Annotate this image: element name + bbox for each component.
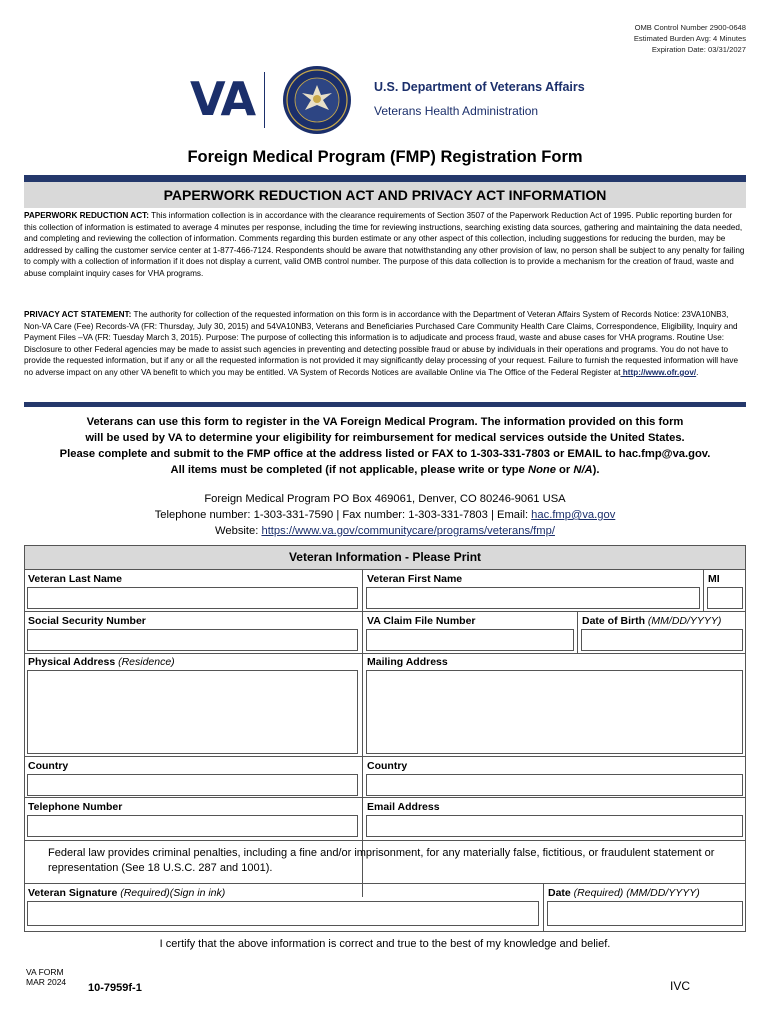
divider <box>25 569 745 570</box>
privacy-paragraph <box>24 309 746 379</box>
form-id <box>26 967 66 987</box>
form-date: MAR 2024 <box>26 977 67 987</box>
date-label <box>548 887 700 899</box>
website-line <box>24 523 746 539</box>
omb-info <box>634 22 746 55</box>
divider <box>25 883 745 884</box>
physical-address-hint: (Residence) <box>115 656 175 668</box>
signature-label-text: Veteran Signature <box>28 887 118 899</box>
divider <box>25 611 745 612</box>
mailing-address: Foreign Medical Program PO Box 469061, Denver, CO 80246-9061 USA <box>204 493 566 505</box>
section-rule <box>24 402 746 407</box>
form-number: 10-7959f-1 <box>88 982 142 994</box>
pra-paragraph <box>24 210 746 280</box>
physical-address-input[interactable] <box>27 670 358 754</box>
dob-hint: (MM/DD/YYYY) <box>645 615 722 627</box>
phone-fax: Telephone number: 1-303-331-7590 | Fax number: 1-303-331-7803 | Email: <box>154 509 532 521</box>
instructions-line-3: Please complete and submit to the FMP office at the address listed or FAX to 1-303-331-7803 or EMAIL to hac.fmp@va.gov. <box>59 448 711 460</box>
certification-statement: I certify that the above information is correct and true to the best of my knowledge and belief. <box>159 938 611 950</box>
penalty-warning: Federal law provides criminal penalties, including a fine and/or imprisonment, for any materially false, fictitious, or fraudulent statement or representation (See 18 U.S.C. 287 and 1001). <box>48 847 715 874</box>
signature-hint: (Required)(Sign in ink) <box>117 887 226 899</box>
divider <box>25 797 745 798</box>
omb-control-number: OMB Control Number 2900-0648 <box>634 23 746 32</box>
email-input[interactable] <box>366 815 743 837</box>
administration-name: Veterans Health Administration <box>374 104 539 118</box>
telephone-input[interactable] <box>27 815 358 837</box>
pra-heading: PAPERWORK REDUCTION ACT AND PRIVACY ACT INFORMATION <box>24 182 746 208</box>
pra-text: This information collection is in accordance with the clearance requirements of Section 3507 of the Paperwork Reduction Act of 1995. Public reporting burden for this collection of information is estimated to average 4 minutes per response, including the time for reviewing instructions, searching existing data sources, gathering and maintaining the data needed, and completing and reviewing the collection of information. Comments regarding this burden estimate or any other aspect of this collection, including suggestions for reducing the burden, may be addressed by calling the customer service center at 1-877-466-7124. Respondents should be aware that notwithstanding any other provision of law, no person shall be subject to any penalty for failing to comply with a collection of information if it does not display a current, valid OMB control number. The purpose of this data collection is to provide a mechanism for the creation of fraud, waste and abuse complaint inquiry cases for VHA programs. <box>24 211 745 278</box>
mailing-country-input[interactable] <box>366 774 743 796</box>
claim-label: VA Claim File Number <box>367 615 476 627</box>
divider <box>25 653 745 654</box>
last-name-label: Veteran Last Name <box>28 573 122 585</box>
va-seal-icon <box>282 65 352 135</box>
date-label-text: Date <box>548 887 571 899</box>
va-logo: VA <box>190 72 255 126</box>
country-input[interactable] <box>27 774 358 796</box>
divider <box>703 569 704 611</box>
contact-line <box>24 507 746 523</box>
physical-address-label-text: Physical Address <box>28 656 116 668</box>
date-input[interactable] <box>547 901 743 926</box>
instructions-end: ). <box>592 464 600 476</box>
telephone-label: Telephone Number <box>28 801 123 813</box>
ssn-input[interactable] <box>27 629 358 651</box>
last-name-input[interactable] <box>27 587 358 609</box>
omb-expiration: Expiration Date: 03/31/2027 <box>651 45 746 54</box>
signature-label <box>28 887 225 899</box>
mi-label: MI <box>708 573 720 585</box>
dob-label-text: Date of Birth <box>582 615 645 627</box>
logo-divider <box>264 72 265 128</box>
mailing-country-label: Country <box>367 760 408 772</box>
instructions-na: N/A <box>573 464 593 476</box>
email-label: Email Address <box>367 801 440 813</box>
mi-input[interactable] <box>707 587 743 609</box>
instructions-none: None <box>527 464 556 476</box>
divider <box>543 883 544 931</box>
divider <box>25 756 745 757</box>
website-label: Website: <box>215 525 262 537</box>
mailing-address-label: Mailing Address <box>367 656 448 668</box>
dob-input[interactable] <box>581 629 743 651</box>
claim-number-input[interactable] <box>366 629 574 651</box>
privacy-end: . <box>696 367 699 377</box>
va-form-label: VA FORM <box>26 967 64 977</box>
physical-address-label <box>28 656 175 668</box>
office-code: IVC <box>670 979 691 993</box>
website-link[interactable]: https://www.va.gov/communitycare/programs/veterans/fmp/ <box>261 525 555 537</box>
mailing-address-input[interactable] <box>366 670 743 754</box>
instructions-line-1: Veterans can use this form to register in the VA Foreign Medical Program. The information provided on this form <box>86 416 684 428</box>
contact-info <box>24 491 746 539</box>
divider <box>362 611 363 653</box>
first-name-label: Veteran First Name <box>367 573 463 585</box>
pra-label: PAPERWORK REDUCTION ACT: <box>24 211 149 220</box>
instructions-or: or <box>555 464 574 476</box>
veteran-info-heading: Veteran Information - Please Print <box>25 546 745 569</box>
signature-input[interactable] <box>27 901 539 926</box>
date-hint: (Required) (MM/DD/YYYY) <box>570 887 700 899</box>
ssn-label: Social Security Number <box>28 615 146 627</box>
instructions <box>24 414 746 478</box>
country-label: Country <box>28 760 69 772</box>
instructions-line-4 <box>24 462 746 478</box>
omb-burden: Estimated Burden Avg: 4 Minutes <box>633 34 746 43</box>
header-rule <box>24 175 746 182</box>
divider <box>25 840 745 841</box>
ofr-link[interactable]: http://www.ofr.gov/ <box>620 367 697 377</box>
dob-label <box>582 615 721 627</box>
privacy-label: PRIVACY ACT STATEMENT: <box>24 310 132 319</box>
email-link[interactable]: hac.fmp@va.gov <box>531 509 616 521</box>
department-name: U.S. Department of Veterans Affairs <box>374 80 585 94</box>
first-name-input[interactable] <box>366 587 700 609</box>
instructions-line-4a: All items must be completed (if not applicable, please write or type <box>170 464 528 476</box>
divider <box>362 569 363 611</box>
instructions-line-2: will be used by VA to determine your eligibility for reimbursement for medical services outside the United States. <box>85 432 685 444</box>
form-title: Foreign Medical Program (FMP) Registration Form <box>187 148 583 166</box>
divider <box>577 611 578 653</box>
privacy-text: The authority for collection of the requested information on this form is in accordance with the Department of Veteran Affairs System of Records Notice: 23VA10NB3, Non-VA Care (Fee) Records-VA (FR: Thursday, July 30, 2015) and 54VA10NB3, Veterans and Beneficiaries Purchased Care Community Health Care Claims, Correspondence, Eligibility, Inquiry and Payment Files –VA (FR: Tuesday March 3, 2015). Purpose: The purpose of collecting this information is to adjudicate and process fraud, waste and abuse cases for VHA programs. Routine Use: Disclosure to other Federal agencies may be made to assist such agencies in preventing and detecting possible fraud or abuse by individuals in their operations and programs. You do not have to provide the requested information, but if any or all the requested information is not provided it may significantly delay processing of your request. Failure to furnish the requested information will have no adverse impact on any other VA benefit to which you may be entitled. VA System of Records Notices are available Online via The Office of the Federal Register at <box>24 310 739 377</box>
